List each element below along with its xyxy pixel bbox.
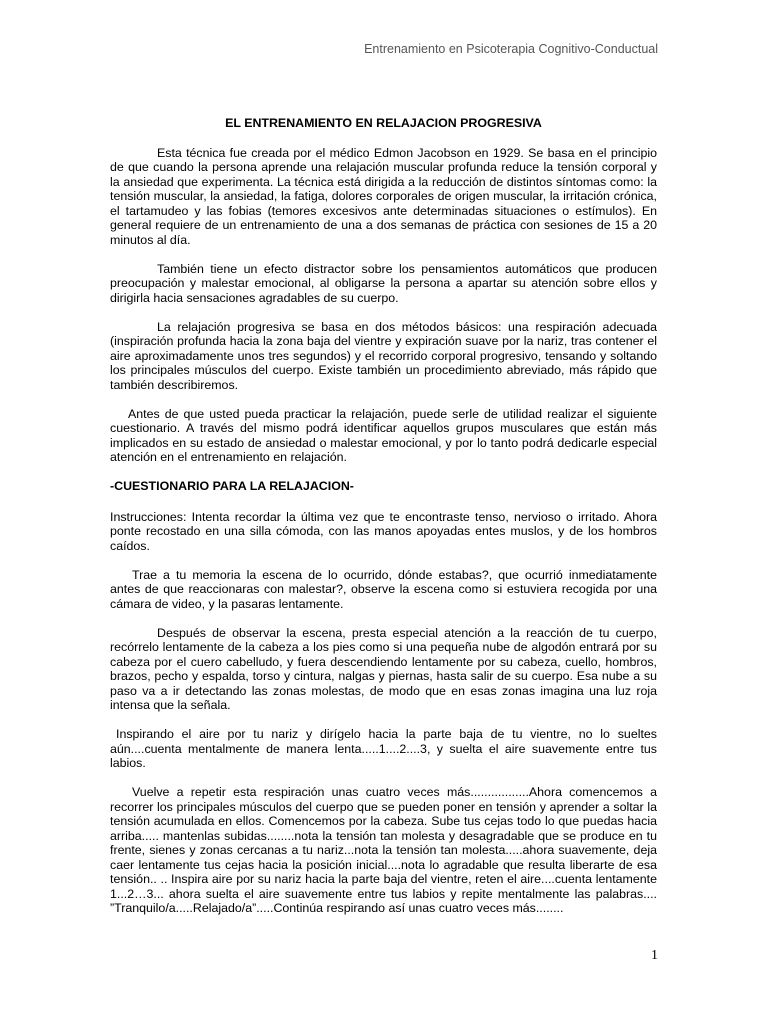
paragraph-questionnaire-intro: Antes de que usted pueda practicar la relajación, puede serle de utilidad realizar el siguiente cuestionario. A través del mismo podrá identificar aquellos grupos musculares que están más implicados en su estado de ansiedad o malestar emocional, y por lo tanto podrá dedicarle especial atención en el entrenamiento en relajación. (110, 406, 657, 464)
questionnaire-instructions: Instrucciones: Intenta recordar la última vez que te encontraste tenso, nervioso o irritado. Ahora ponte recostado en una silla cómoda, con las manos apoyadas entes muslos, y de los hombros caídos. (110, 509, 657, 553)
page-number: 1 (651, 948, 658, 963)
running-header: Entrenamiento en Psicoterapia Cognitivo-Conductual (364, 42, 658, 56)
paragraph-distractor: También tiene un efecto distractor sobre los pensamientos automáticos que producen preocupación y malestar emocional, al obligarse la persona a apartar su atención sobre ellos y dirigirla hacia sensaciones agradables de su cuerpo. (110, 261, 657, 305)
document-title: EL ENTRENAMIENTO EN RELAJACION PROGRESIVA (225, 116, 542, 130)
document-body (110, 116, 657, 930)
questionnaire-breathing: Inspirando el aire por tu nariz y dirígelo hacia la parte baja de tu vientre, no lo sueltes aún....cuenta mentalmente de manera lenta.....1....2....3, y suelta el aire suavemente entre tus labios. (110, 727, 657, 770)
questionnaire-memory: Trae a tu memoria la escena de lo ocurrido, dónde estabas?, que ocurrió inmediatamente antes de que reaccionaras con malestar?, observe la escena como si estuviera recogida por una cámara de video, y la pasaras lentamente. (110, 567, 657, 611)
section-heading: -CUESTIONARIO PARA LA RELAJACION- (110, 479, 354, 493)
paragraph-intro: Esta técnica fue creada por el médico Edmon Jacobson en 1929. Se basa en el principio de que cuando la persona aprende una relajación muscular profunda reduce la tensión corporal y la ansiedad que experimenta. La técnica está dirigida a la reducción de distintos síntomas como: la tensión muscular, la ansiedad, la fatiga, dolores corporales de origen muscular, la irritación crónica, el tartamudeo y las fobias (temores excesivos ante determinadas situaciones o estímulos). En general requiere de un entrenamiento de una a dos semanas de práctica con sesiones de 15 a 20 minutos al día. (110, 145, 657, 247)
paragraph-methods: La relajación progresiva se basa en dos métodos básicos: una respiración adecuada (inspiración profunda hacia la zona baja del vientre y expiración suave por la nariz, tras contener el aire aproximadamente unos tres segundos) y el recorrido corporal progresivo, tensando y soltando los principales músculos del cuerpo. Existe también un procedimiento abreviado, más rápido que también describiremos. (110, 319, 657, 392)
questionnaire-muscle-tension: Vuelve a repetir esta respiración unas cuatro veces más.................Ahora comencemos a recorrer los principales músculos del cuerpo que se pueden poner en tensión y aprender a soltar la tensión acumulada en ellos. Comencemos por la cabeza. Sube tus cejas todo lo que puedas hacia arriba..... mantenlas subidas........nota la tensión tan molesta y desagradable que se produce en tu frente, sienes y zonas cercanas a tu nariz...nota la tensión tan molesta.....ahora suavemente, deja caer lentamente tus cejas hacia la posición inicial....nota lo agradable que resulta liberarte de esa tensión.. .. Inspira aire por su nariz hacia la parte baja del vientre, reten el aire....cuenta lentamente 1...2…3... ahora suelta el aire suavemente entre tus labios y repite mentalmente las palabras.... ”Tranquilo/a.....Relajado/a”.....Continúa respirando así unas cuatro veces más........ (110, 785, 657, 915)
questionnaire-body-scan: Después de observar la escena, presta especial atención a la reacción de tu cuerpo, recórrelo lentamente de la cabeza a los pies como si una pequeña nube de algodón entrará por su cabeza por el cuero cabelludo, y fuera descendiendo lentamente por su cabeza, cuello, hombros, brazos, pecho y espalda, torso y cintura, nalgas y piernas, hasta salir de su cuerpo. Esa nube a su paso va a ir detectando las zonas molestas, de modo que en esas zonas imagina una luz roja intensa que la señala. (110, 625, 657, 712)
